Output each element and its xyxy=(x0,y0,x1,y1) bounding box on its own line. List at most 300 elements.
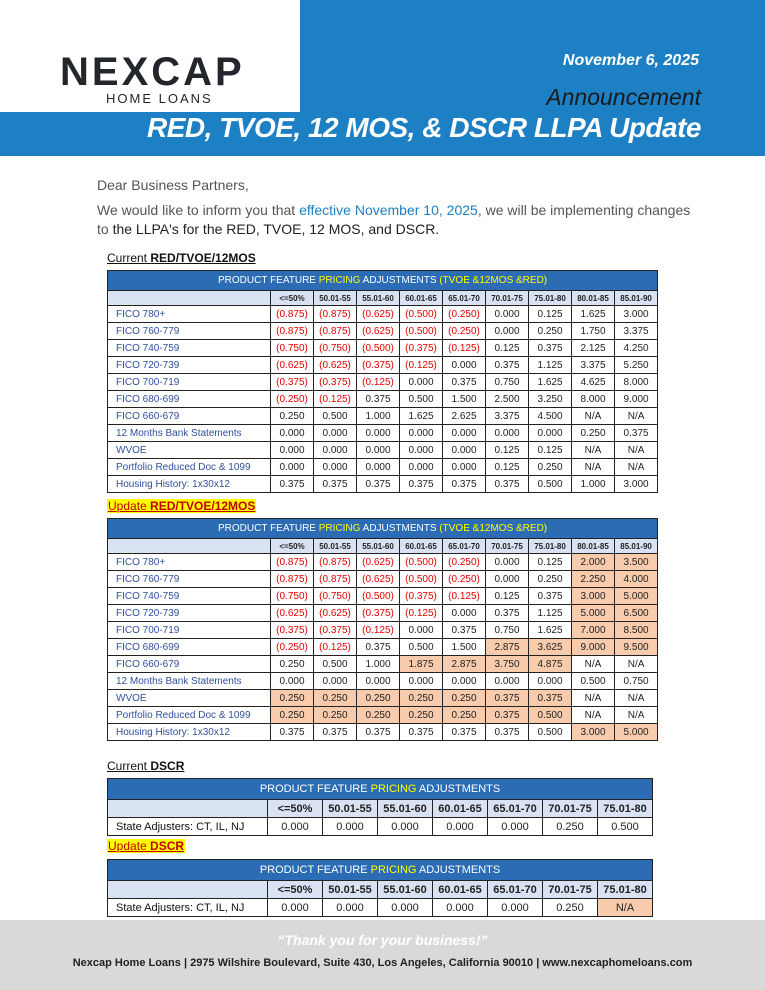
table-title xyxy=(108,860,653,881)
table-row xyxy=(108,899,653,917)
table-cell: (0.250) xyxy=(443,323,486,340)
column-header: 80.01-85 xyxy=(572,291,615,306)
table-header-row xyxy=(108,800,653,818)
table-cell: 0.125 xyxy=(529,306,572,323)
table-cell: 0.000 xyxy=(378,899,433,917)
table-cell: (0.250) xyxy=(271,391,314,408)
column-header: 55.01-60 xyxy=(357,539,400,554)
table-cell: 0.250 xyxy=(543,899,598,917)
table-cell: 2.000 xyxy=(572,554,615,571)
table-cell: 9.500 xyxy=(615,639,658,656)
announcement-label: Announcement xyxy=(546,84,701,110)
table-cell: (0.875) xyxy=(271,554,314,571)
table-cell: 3.375 xyxy=(615,323,658,340)
table-cell: (0.125) xyxy=(357,374,400,391)
row-label: Portfolio Reduced Doc & 1099 xyxy=(108,459,271,476)
column-header: 60.01-65 xyxy=(433,881,488,899)
table-cell: (0.250) xyxy=(443,306,486,323)
footer xyxy=(0,920,765,990)
row-label: FICO 760-779 xyxy=(108,571,271,588)
table-cell: 0.375 xyxy=(314,476,357,493)
table-cell: 0.000 xyxy=(314,425,357,442)
table-cell: 1.500 xyxy=(443,391,486,408)
table-row xyxy=(108,571,658,588)
table-cell: (0.500) xyxy=(357,340,400,357)
table-cell: 0.000 xyxy=(400,442,443,459)
table-cell: (0.625) xyxy=(314,357,357,374)
column-header: 75.01-80 xyxy=(529,291,572,306)
table-cell: 0.250 xyxy=(400,707,443,724)
column-header: 50.01-55 xyxy=(323,800,378,818)
table-cell: 3.000 xyxy=(615,476,658,493)
column-header: 75.01-80 xyxy=(598,881,653,899)
table-cell: 1.125 xyxy=(529,357,572,374)
current-dscr-label-bold: DSCR xyxy=(150,759,185,773)
column-header: 70.01-75 xyxy=(486,539,529,554)
column-header: 70.01-75 xyxy=(486,291,529,306)
column-header: 60.01-65 xyxy=(400,291,443,306)
table-header-blank xyxy=(108,800,268,818)
table-cell: 0.000 xyxy=(443,425,486,442)
table-cell: 5.000 xyxy=(572,605,615,622)
table-cell: 2.250 xyxy=(572,571,615,588)
table-cell: 1.625 xyxy=(400,408,443,425)
table-cell: (0.625) xyxy=(271,605,314,622)
table-row xyxy=(108,459,658,476)
table-cell: (0.625) xyxy=(271,357,314,374)
column-header: <=50% xyxy=(268,881,323,899)
column-header: 55.01-60 xyxy=(357,291,400,306)
table-cell: 1.875 xyxy=(400,656,443,673)
table-row xyxy=(108,605,658,622)
column-header: 65.01-70 xyxy=(488,800,543,818)
table-cell: 0.375 xyxy=(486,724,529,741)
table-cell: (0.125) xyxy=(400,357,443,374)
current-llpa-label-bold: RED/TVOE/12MOS xyxy=(150,251,256,265)
table-cell: 0.500 xyxy=(314,656,357,673)
table-cell: 0.000 xyxy=(323,899,378,917)
table-cell: N/A xyxy=(572,408,615,425)
table-title-part: ADJUSTMENTS xyxy=(360,275,440,286)
table-cell: 0.500 xyxy=(572,673,615,690)
table-cell: 0.375 xyxy=(443,374,486,391)
table-cell: 3.375 xyxy=(486,408,529,425)
table-title-row xyxy=(108,779,653,800)
row-label: State Adjusters: CT, IL, NJ xyxy=(108,818,268,836)
row-label: FICO 720-739 xyxy=(108,605,271,622)
table-row xyxy=(108,622,658,639)
table-cell: 0.000 xyxy=(443,673,486,690)
table-cell: (0.250) xyxy=(271,639,314,656)
table-cell: 0.375 xyxy=(357,391,400,408)
logo-area xyxy=(0,0,300,112)
table-cell: 0.125 xyxy=(486,442,529,459)
table-cell: 0.250 xyxy=(271,656,314,673)
current-llpa-label xyxy=(107,251,256,265)
logo-subtitle: HOME LOANS xyxy=(106,91,213,106)
table-cell: 3.500 xyxy=(615,554,658,571)
table-cell: 0.750 xyxy=(486,622,529,639)
table-cell: (0.125) xyxy=(357,622,400,639)
table-title-part: PRICING xyxy=(318,523,361,534)
row-label: Housing History: 1x30x12 xyxy=(108,724,271,741)
current-dscr-label xyxy=(107,759,184,773)
column-header: 55.01-60 xyxy=(378,881,433,899)
table-cell: (0.875) xyxy=(314,306,357,323)
column-header: 85.01-90 xyxy=(615,539,658,554)
table-cell: 0.250 xyxy=(271,690,314,707)
table-cell: 0.250 xyxy=(314,690,357,707)
table-cell: (0.375) xyxy=(400,340,443,357)
column-header: <=50% xyxy=(268,800,323,818)
table-cell: (0.625) xyxy=(357,554,400,571)
table-title-part: PRODUCT FEATURE xyxy=(259,864,371,876)
table-cell: (0.625) xyxy=(314,605,357,622)
table-cell: 0.250 xyxy=(529,571,572,588)
table-cell: (0.125) xyxy=(443,340,486,357)
table-row xyxy=(108,374,658,391)
table-cell: 0.000 xyxy=(486,425,529,442)
column-header: 75.01-80 xyxy=(529,539,572,554)
row-label: FICO 720-739 xyxy=(108,357,271,374)
table-cell: N/A xyxy=(572,656,615,673)
table-row xyxy=(108,306,658,323)
greeting: Dear Business Partners, xyxy=(97,177,249,193)
table-cell: (0.875) xyxy=(314,571,357,588)
table-cell: 4.875 xyxy=(529,656,572,673)
row-label: FICO 680-699 xyxy=(108,391,271,408)
table-cell: 7.000 xyxy=(572,622,615,639)
table-cell: N/A xyxy=(598,899,653,917)
row-label: Portfolio Reduced Doc & 1099 xyxy=(108,707,271,724)
update-dscr-label-prefix: Update xyxy=(108,839,151,853)
table-cell: N/A xyxy=(615,707,658,724)
table-cell: 0.250 xyxy=(400,690,443,707)
intro-text-c: , we will be implementing changes to xyxy=(97,202,691,237)
table-title-row xyxy=(108,519,658,539)
intro-paragraph xyxy=(97,201,697,239)
table-cell: 0.000 xyxy=(378,818,433,836)
table-cell: 0.375 xyxy=(486,690,529,707)
table-cell: N/A xyxy=(572,442,615,459)
table-cell: 2.875 xyxy=(443,656,486,673)
table-cell: 8.000 xyxy=(615,374,658,391)
table-cell: 0.375 xyxy=(271,476,314,493)
table-cell: 0.125 xyxy=(486,340,529,357)
table-cell: (0.875) xyxy=(271,571,314,588)
table-cell: 0.250 xyxy=(271,408,314,425)
table-cell: 1.000 xyxy=(357,408,400,425)
table-row xyxy=(108,323,658,340)
table-cell: 0.250 xyxy=(572,425,615,442)
table-cell: (0.750) xyxy=(314,588,357,605)
row-label: Housing History: 1x30x12 xyxy=(108,476,271,493)
table-row xyxy=(108,476,658,493)
table-cell: 0.375 xyxy=(486,707,529,724)
table-cell: 0.500 xyxy=(529,707,572,724)
table-cell: N/A xyxy=(572,459,615,476)
table-cell: (0.625) xyxy=(357,323,400,340)
table-row xyxy=(108,340,658,357)
table-cell: 5.000 xyxy=(615,724,658,741)
row-label: FICO 700-719 xyxy=(108,374,271,391)
table-cell: 5.000 xyxy=(615,588,658,605)
table-row xyxy=(108,656,658,673)
table-cell: 6.500 xyxy=(615,605,658,622)
effective-date-text: effective November 10, 2025 xyxy=(299,202,478,218)
table-cell: 0.250 xyxy=(529,459,572,476)
table-cell: (0.875) xyxy=(314,323,357,340)
table-cell: 1.625 xyxy=(529,374,572,391)
table-row xyxy=(108,724,658,741)
table-row xyxy=(108,391,658,408)
table-row xyxy=(108,818,653,836)
table-cell: 4.000 xyxy=(615,571,658,588)
table-cell: (0.625) xyxy=(357,306,400,323)
table-cell: 0.750 xyxy=(486,374,529,391)
table-cell: 0.000 xyxy=(443,459,486,476)
table-cell: 3.000 xyxy=(572,588,615,605)
table-title-part: PRODUCT FEATURE xyxy=(218,523,319,534)
table-cell: (0.875) xyxy=(314,554,357,571)
table-cell: 0.375 xyxy=(486,476,529,493)
table-title xyxy=(108,271,658,291)
table-cell: 3.625 xyxy=(529,639,572,656)
current-dscr-table xyxy=(107,778,653,836)
table-cell: 0.000 xyxy=(443,605,486,622)
row-label: FICO 780+ xyxy=(108,306,271,323)
update-llpa-label xyxy=(107,499,256,513)
table-row xyxy=(108,408,658,425)
table-cell: 4.500 xyxy=(529,408,572,425)
row-label: FICO 780+ xyxy=(108,554,271,571)
column-header: 65.01-70 xyxy=(443,539,486,554)
table-cell: 0.375 xyxy=(443,724,486,741)
column-header: 55.01-60 xyxy=(378,800,433,818)
table-cell: 0.000 xyxy=(314,673,357,690)
table-cell: 0.250 xyxy=(543,818,598,836)
column-header: 70.01-75 xyxy=(543,881,598,899)
table-cell: 0.000 xyxy=(443,357,486,374)
table-cell: 0.375 xyxy=(529,340,572,357)
table-cell: 0.250 xyxy=(271,707,314,724)
table-cell: 0.000 xyxy=(443,442,486,459)
table-cell: 3.000 xyxy=(615,306,658,323)
column-header: 85.01-90 xyxy=(615,291,658,306)
table-cell: 0.375 xyxy=(271,724,314,741)
row-label: FICO 660-679 xyxy=(108,408,271,425)
row-label: FICO 700-719 xyxy=(108,622,271,639)
table-cell: 0.000 xyxy=(314,442,357,459)
table-cell: (0.500) xyxy=(400,306,443,323)
table-cell: 1.625 xyxy=(572,306,615,323)
row-label: FICO 760-779 xyxy=(108,323,271,340)
table-row xyxy=(108,588,658,605)
table-title-part: PRODUCT FEATURE xyxy=(259,783,371,795)
table-cell: 0.375 xyxy=(615,425,658,442)
table-cell: 0.000 xyxy=(488,818,543,836)
table-cell: (0.500) xyxy=(400,323,443,340)
table-row xyxy=(108,690,658,707)
table-cell: 0.125 xyxy=(529,554,572,571)
table-cell: N/A xyxy=(615,656,658,673)
table-title-part: PRICING xyxy=(370,783,417,795)
current-dscr-label-prefix: Current xyxy=(107,759,151,773)
table-cell: 0.500 xyxy=(314,408,357,425)
table-cell: 1.750 xyxy=(572,323,615,340)
table-cell: N/A xyxy=(615,442,658,459)
table-cell: (0.125) xyxy=(443,588,486,605)
table-cell: 0.000 xyxy=(357,459,400,476)
table-title-part: ADJUSTMENTS xyxy=(416,783,501,795)
table-header-row xyxy=(108,291,658,306)
table-cell: 3.750 xyxy=(486,656,529,673)
table-header-blank xyxy=(108,881,268,899)
table-cell: 0.250 xyxy=(357,690,400,707)
update-llpa-table xyxy=(107,518,658,741)
update-llpa-label-prefix: Update xyxy=(108,499,151,513)
row-label: State Adjusters: CT, IL, NJ xyxy=(108,899,268,917)
table-cell: 2.625 xyxy=(443,408,486,425)
update-llpa-label-bold: RED/TVOE/12MOS xyxy=(150,499,256,513)
table-cell: N/A xyxy=(615,408,658,425)
column-header: 70.01-75 xyxy=(543,800,598,818)
logo-wordmark: NEXCAP xyxy=(60,50,245,94)
table-cell: 0.250 xyxy=(443,690,486,707)
column-header: 60.01-65 xyxy=(433,800,488,818)
table-title-part: ADJUSTMENTS xyxy=(416,864,501,876)
table-title-row xyxy=(108,271,658,291)
table-cell: 1.500 xyxy=(443,639,486,656)
row-label: FICO 740-759 xyxy=(108,588,271,605)
table-title-part: (TVOE &12MOS &RED) xyxy=(439,275,548,286)
table-cell: 0.500 xyxy=(400,639,443,656)
table-row xyxy=(108,442,658,459)
table-cell: (0.875) xyxy=(271,306,314,323)
row-label: FICO 660-679 xyxy=(108,656,271,673)
row-label: WVOE xyxy=(108,690,271,707)
table-cell: (0.500) xyxy=(400,554,443,571)
table-row xyxy=(108,639,658,656)
table-cell: 0.375 xyxy=(357,724,400,741)
table-cell: (0.875) xyxy=(271,323,314,340)
table-cell: 0.000 xyxy=(400,622,443,639)
column-header: 65.01-70 xyxy=(443,291,486,306)
table-cell: 0.000 xyxy=(529,425,572,442)
table-cell: 0.375 xyxy=(486,357,529,374)
table-cell: 0.000 xyxy=(486,571,529,588)
table-cell: (0.375) xyxy=(400,588,443,605)
table-cell: 0.375 xyxy=(529,588,572,605)
table-row xyxy=(108,554,658,571)
table-cell: 0.000 xyxy=(486,673,529,690)
table-cell: N/A xyxy=(572,690,615,707)
table-cell: 0.375 xyxy=(400,476,443,493)
table-cell: (0.375) xyxy=(271,374,314,391)
table-cell: 0.000 xyxy=(357,425,400,442)
table-header-blank xyxy=(108,539,271,554)
column-header: 50.01-55 xyxy=(323,881,378,899)
table-cell: 0.000 xyxy=(488,899,543,917)
table-cell: 0.375 xyxy=(400,724,443,741)
table-cell: 0.125 xyxy=(486,459,529,476)
table-cell: (0.750) xyxy=(271,340,314,357)
table-cell: 0.125 xyxy=(486,588,529,605)
intro-text-d: the LLPA's for the RED, TVOE, 12 MOS, and DSCR. xyxy=(112,221,440,237)
table-cell: 0.000 xyxy=(357,442,400,459)
table-cell: 0.375 xyxy=(443,476,486,493)
table-cell: 0.250 xyxy=(529,323,572,340)
table-cell: 5.250 xyxy=(615,357,658,374)
announcement-header xyxy=(0,0,765,156)
intro-text-a: We would like to inform you that xyxy=(97,202,300,218)
table-cell: 0.000 xyxy=(486,554,529,571)
table-cell: 0.250 xyxy=(357,707,400,724)
table-cell: 1.125 xyxy=(529,605,572,622)
column-header: 65.01-70 xyxy=(488,881,543,899)
update-dscr-table xyxy=(107,859,653,917)
table-cell: (0.500) xyxy=(357,588,400,605)
table-cell: 0.000 xyxy=(400,459,443,476)
update-dscr-label-bold: DSCR xyxy=(150,839,185,853)
table-cell: N/A xyxy=(615,690,658,707)
table-cell: (0.750) xyxy=(271,588,314,605)
table-cell: 8.500 xyxy=(615,622,658,639)
table-cell: 0.000 xyxy=(486,306,529,323)
table-row xyxy=(108,425,658,442)
table-cell: (0.375) xyxy=(357,605,400,622)
row-label: FICO 740-759 xyxy=(108,340,271,357)
table-cell: (0.250) xyxy=(443,554,486,571)
table-cell: (0.250) xyxy=(443,571,486,588)
table-cell: 4.625 xyxy=(572,374,615,391)
table-cell: 2.875 xyxy=(486,639,529,656)
current-llpa-table xyxy=(107,270,658,493)
table-cell: 0.750 xyxy=(615,673,658,690)
row-label: 12 Months Bank Statements xyxy=(108,425,271,442)
table-cell: (0.500) xyxy=(400,571,443,588)
table-cell: 4.250 xyxy=(615,340,658,357)
table-header-blank xyxy=(108,291,271,306)
column-header: 50.01-55 xyxy=(314,539,357,554)
table-row xyxy=(108,673,658,690)
table-cell: 0.375 xyxy=(357,476,400,493)
table-cell: 0.000 xyxy=(486,323,529,340)
table-cell: 3.375 xyxy=(572,357,615,374)
table-cell: 0.000 xyxy=(271,459,314,476)
column-header: <=50% xyxy=(271,539,314,554)
table-title-part: (TVOE &12MOS &RED) xyxy=(439,523,548,534)
thank-you-note: “Thank you for your business!” xyxy=(277,932,488,948)
table-cell: (0.375) xyxy=(271,622,314,639)
table-cell: 1.000 xyxy=(357,656,400,673)
column-header: 80.01-85 xyxy=(572,539,615,554)
table-cell: 0.375 xyxy=(443,622,486,639)
table-cell: (0.750) xyxy=(314,340,357,357)
table-cell: 0.000 xyxy=(268,818,323,836)
table-cell: 2.125 xyxy=(572,340,615,357)
table-cell: 0.000 xyxy=(323,818,378,836)
table-cell: 0.000 xyxy=(271,442,314,459)
announcement-date: November 6, 2025 xyxy=(562,52,699,69)
table-cell: 0.000 xyxy=(400,673,443,690)
column-header: 75.01-80 xyxy=(598,800,653,818)
table-title-part: ADJUSTMENTS xyxy=(360,523,440,534)
table-title-part: PRICING xyxy=(318,275,361,286)
table-cell: 0.000 xyxy=(314,459,357,476)
table-cell: N/A xyxy=(572,707,615,724)
table-header-row xyxy=(108,881,653,899)
